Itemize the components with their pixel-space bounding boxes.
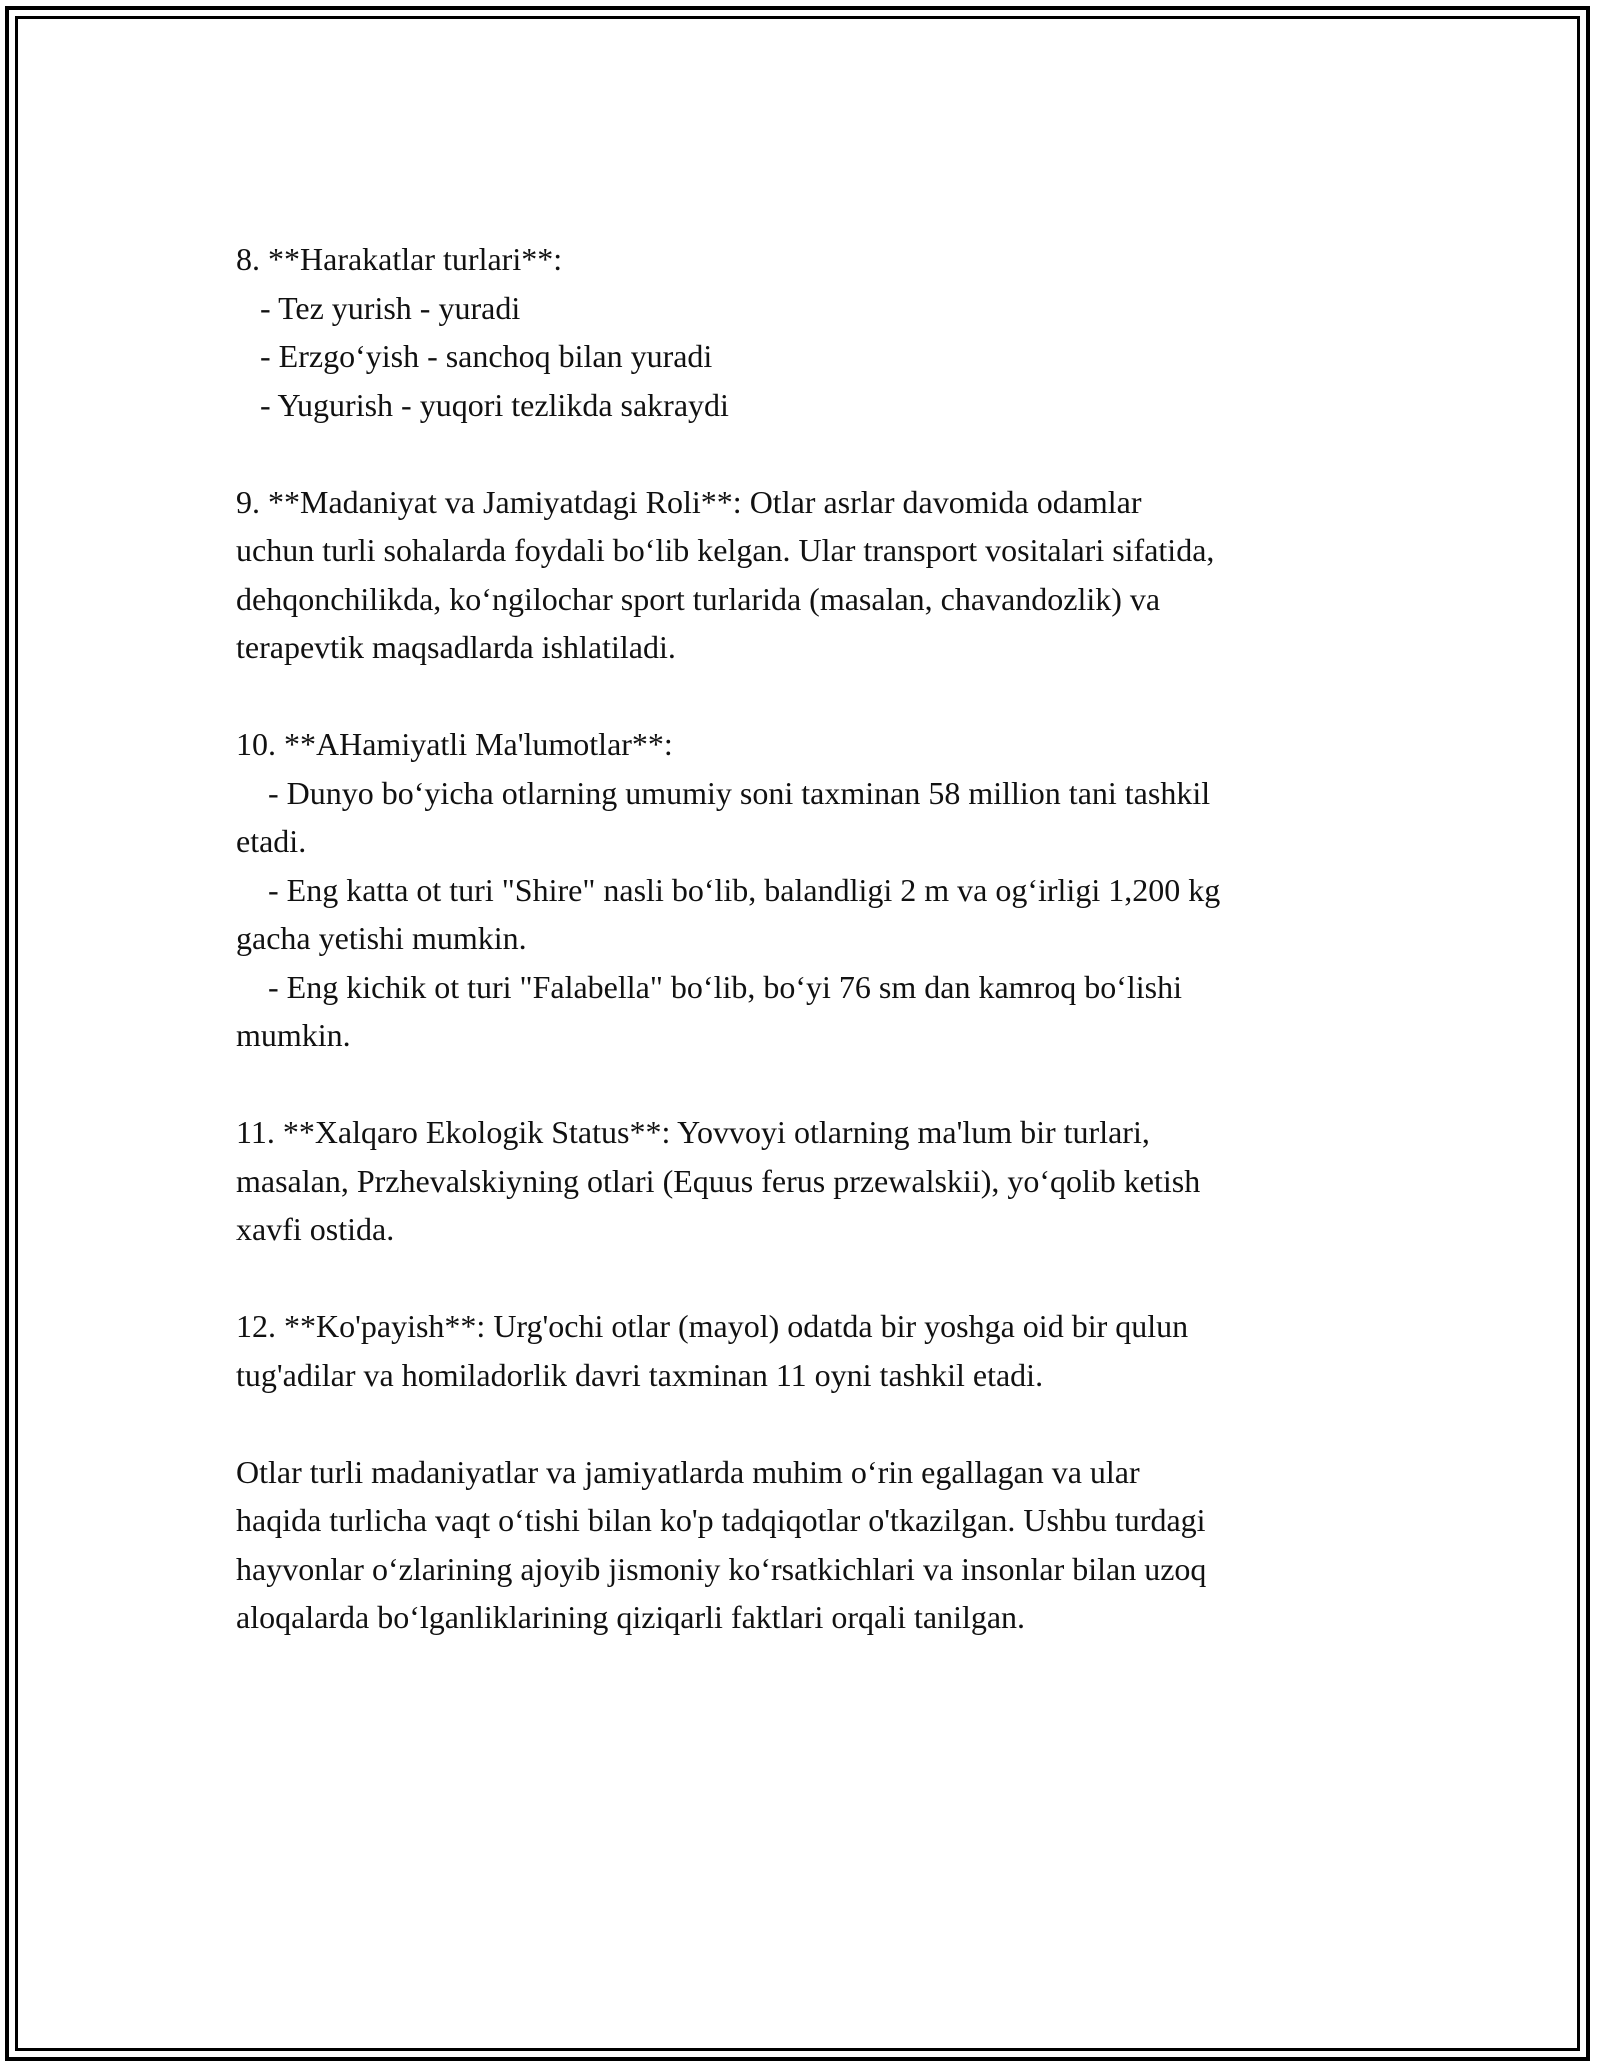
section-9-culture-role [236,478,1386,672]
section-10-important-facts [236,720,1386,1060]
document-body [236,235,1386,1642]
paragraph-line: aloqalarda bo‘lganliklarining qiziqarli faktlari orqali tanilgan. [236,1599,1026,1635]
closing-paragraph [236,1448,1386,1642]
section-8-movement-types [236,235,1386,429]
section-heading: 8. **Harakatlar turlari**: [236,241,563,277]
paragraph-line: 11. **Xalqaro Ekologik Status**: Yovvoyi otlarning ma'lum bir turlari, [236,1114,1150,1150]
paragraph-line: xavfi ostida. [236,1211,395,1247]
list-item: - Tez yurish - yuradi [236,289,521,326]
list-item: - Yugurish - yuqori tezlikda sakraydi [236,386,729,423]
paragraph-line: terapevtik maqsadlarda ishlatiladi. [236,629,676,665]
list-item: - Erzgo‘yish - sanchoq bilan yuradi [236,338,713,374]
list-item-continuation: mumkin. [236,1017,351,1053]
paragraph-line: 12. **Ko'payish**: Urg'ochi otlar (mayol) odatda bir yoshga oid bir qulun [236,1308,1189,1344]
section-11-ecological-status [236,1108,1386,1254]
paragraph-line: 9. **Madaniyat va Jamiyatdagi Roli**: Otlar asrlar davomida odamlar [236,483,1142,520]
list-item-continuation: etadi. [236,823,307,859]
paragraph-line: dehqonchilikda, ko‘ngilochar sport turlarida (masalan, chavandozlik) va [236,580,1161,617]
paragraph-line: haqida turlicha vaqt o‘tishi bilan ko'p tadqiqotlar o'tkazilgan. Ushbu turdagi [236,1502,1206,1538]
paragraph-line: hayvonlar o‘zlarining ajoyib jismoniy ko‘rsatkichlari va insonlar bilan uzoq [236,1550,1207,1587]
list-item: - Eng katta ot turi "Shire" nasli bo‘lib, balandligi 2 m va og‘irligi 1,200 kg [236,871,1221,908]
list-item: - Dunyo bo‘yicha otlarning umumiy soni taxminan 58 million tani tashkil [236,774,1211,811]
section-heading: 10. **AHamiyatli Ma'lumotlar**: [236,726,673,762]
paragraph-line: Otlar turli madaniyatlar va jamiyatlarda muhim o‘rin egallagan va ular [236,1453,1140,1490]
paragraph-line: masalan, Przhevalskiyning otlari (Equus ferus przewalskii), yo‘qolib ketish [236,1162,1201,1199]
section-12-reproduction [236,1302,1386,1399]
list-item: - Eng kichik ot turi "Falabella" bo‘lib, bo‘yi 76 sm dan kamroq bo‘lishi [236,968,1182,1005]
paragraph-line: tug'adilar va homiladorlik davri taxminan 11 oyni tashkil etadi. [236,1356,1044,1393]
list-item-continuation: gacha yetishi mumkin. [236,920,527,956]
paragraph-line: uchun turli sohalarda foydali bo‘lib kelgan. Ular transport vositalari sifatida, [236,532,1215,568]
